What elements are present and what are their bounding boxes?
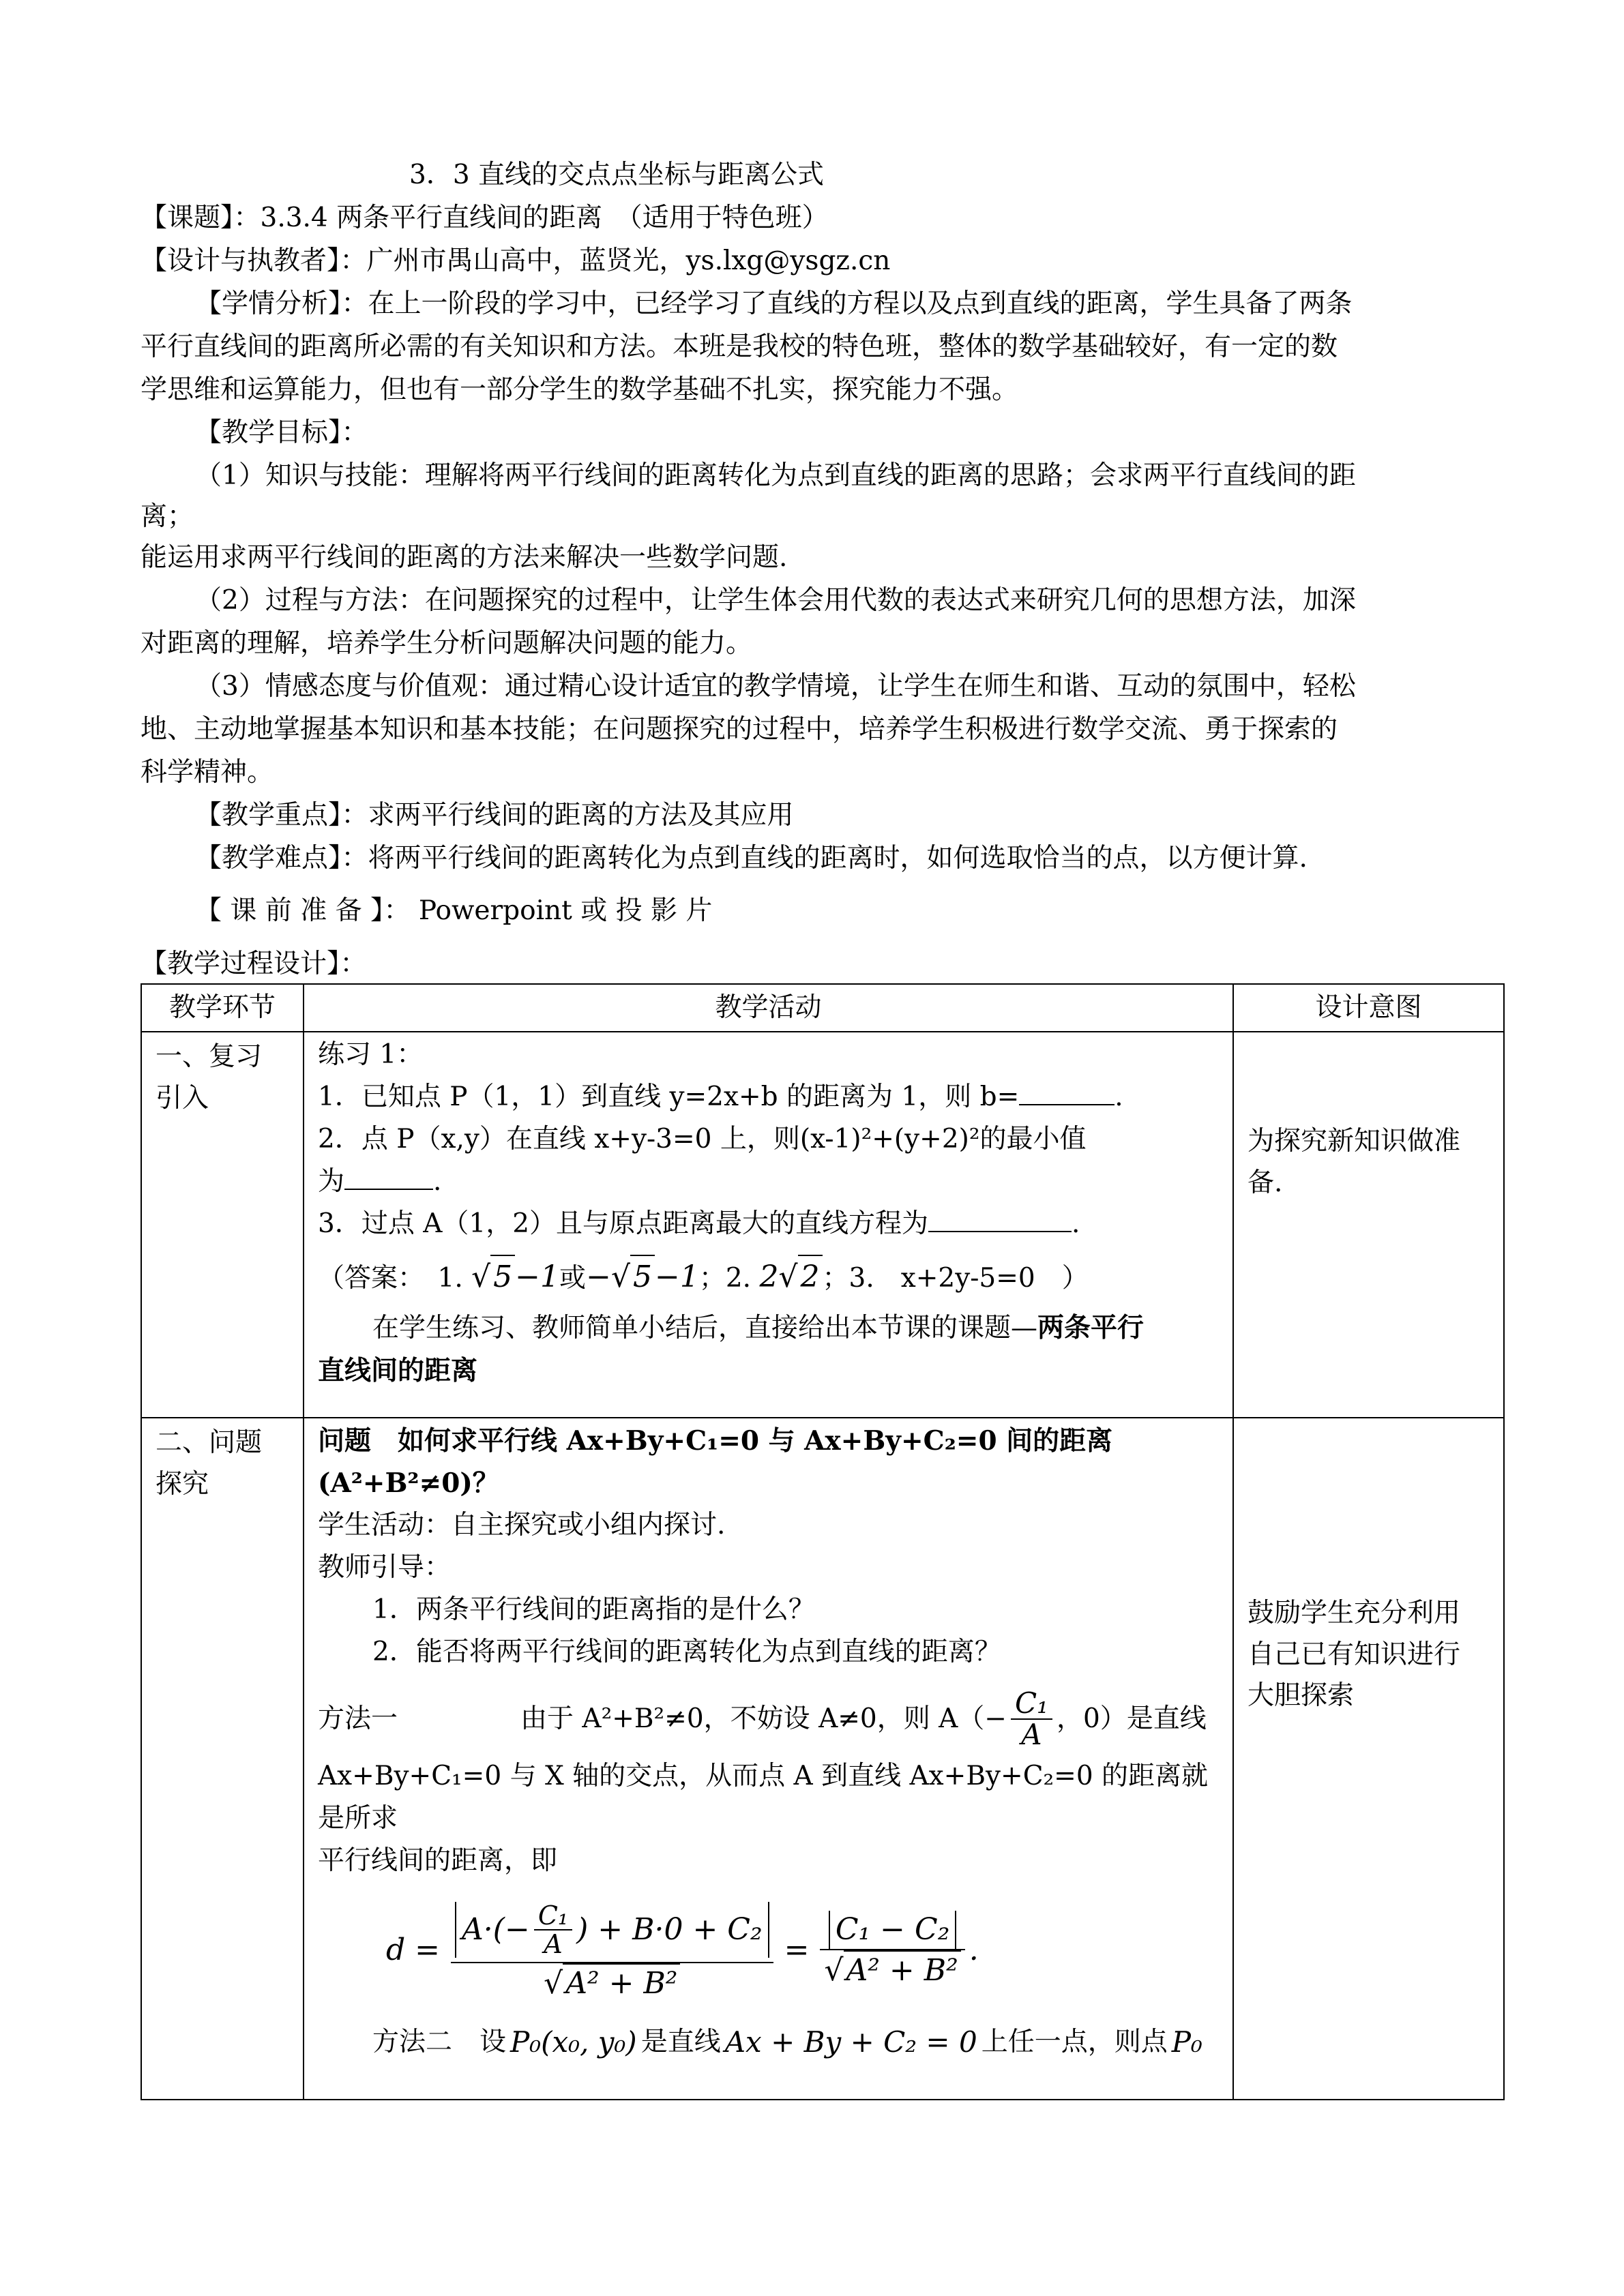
student-activity: 学生活动：自主探究或小组内探讨. bbox=[318, 1510, 726, 1541]
exercise-q2a: 2．点 P（x,y）在直线 x+y-3=0 上，则(x-1)²+(y+2)²的最小值 bbox=[318, 1124, 1087, 1155]
formula-den-2: √A² + B² bbox=[820, 1950, 964, 1990]
answer-1a: √5−1 bbox=[471, 1259, 559, 1294]
frac-num: C₁ bbox=[1011, 1688, 1052, 1720]
goal-line-3: 能运用求两平行线间的距离的方法来解决一些数学问题. bbox=[141, 542, 788, 573]
exercise-q3: 3．过点 A（1，2）且与原点距离最大的直线方程为 . bbox=[318, 1208, 1080, 1240]
course-line bbox=[141, 202, 829, 235]
formula-dot: . bbox=[969, 1933, 979, 1968]
designer-text: ：广州市禺山高中，蓝贤光，ys.lxg@ysgz.cn bbox=[340, 245, 891, 276]
answer-sep-2: ；2. bbox=[698, 1263, 752, 1294]
exercise-q2b: 为 . bbox=[318, 1166, 442, 1197]
key-point: 【教学重点】：求两平行线间的距离的方法及其应用 bbox=[195, 800, 794, 831]
formula-inner-frac bbox=[534, 1902, 572, 1958]
guide-q1: 1．两条平行线间的距离指的是什么？ bbox=[372, 1594, 815, 1626]
analysis-text-1: ：在上一阶段的学习中，已经学习了直线的方程以及点到直线的距离，学生具备了两条 bbox=[341, 288, 1353, 319]
q3-text: 3．过点 A（1，2）且与原点距离最大的直线方程为 bbox=[318, 1208, 929, 1240]
q3-blank bbox=[928, 1230, 1072, 1232]
stage-cell-2 bbox=[141, 1418, 304, 2100]
goal-line-2: 离； bbox=[141, 501, 194, 532]
goal-line-6: （3）情感态度与价值观：通过精心设计适宜的教学情境，让学生在师生和谐、互动的氛围中，轻松 bbox=[195, 671, 1356, 702]
course-label: 【课题】 bbox=[141, 203, 234, 233]
inner-frac-den: A bbox=[544, 1929, 563, 1960]
goal-line-4: （2）过程与方法：在问题探究的过程中，让学生体会用代数的表达式来研究几何的思想方法，加深 bbox=[195, 585, 1356, 616]
formula-den-2-text: A² + B² bbox=[844, 1950, 961, 1990]
stage-2-b: 探究 bbox=[156, 1468, 209, 1500]
method-1-label: 方法一 bbox=[318, 1703, 398, 1735]
minus-1-b: −1 bbox=[654, 1259, 699, 1295]
formula-num-2-text: C₁ − C₂ bbox=[829, 1911, 956, 1949]
formula-num-1a: A·(− bbox=[462, 1912, 530, 1948]
intent-1: 为探究新知识做准备. bbox=[1247, 1126, 1461, 1198]
method-2-label: 方法二 bbox=[372, 2027, 453, 2058]
header-intent: 设计意图 bbox=[1233, 984, 1504, 1032]
stage-2-a: 二、问题 bbox=[156, 1427, 263, 1459]
process-table bbox=[141, 983, 1505, 2100]
question: 问题 如何求平行线 Ax+By+C₁=0 与 Ax+By+C₂=0 间的距离(A²+B²≠0)？ bbox=[318, 1425, 1113, 1500]
method-1-line-2: Ax+By+C₁=0 与 X 轴的交点，从而点 A 到直线 Ax+By+C₂=0 的距离就是所求 bbox=[318, 1761, 1209, 1834]
exercise-title: 练习 1： bbox=[318, 1039, 424, 1071]
minus-1-a: −1 bbox=[515, 1259, 560, 1295]
inner-frac-num: C₁ bbox=[534, 1902, 572, 1930]
q1-blank bbox=[1019, 1103, 1114, 1105]
intent-cell-2 bbox=[1233, 1418, 1504, 2100]
summary-text: 在学生练习、教师简单小结后，直接给出本节课的课题— bbox=[372, 1313, 1038, 1344]
intent-cell-1 bbox=[1233, 1032, 1504, 1418]
preparation: 【 课 前 准 备 】： Powerpoint 或 投 影 片 bbox=[195, 895, 713, 926]
formula-frac-2 bbox=[820, 1911, 964, 1990]
goal-line-8: 科学精神。 bbox=[141, 757, 274, 788]
method-2-line-eq: Ax + By + C₂ = 0 bbox=[724, 2025, 977, 2059]
method-2-text-c: 上任一点，则点 bbox=[981, 2027, 1168, 2058]
formula-frac-1 bbox=[451, 1898, 773, 2003]
sqrt-5-a: 5 bbox=[490, 1255, 515, 1298]
formula-num-1b: ) + B·0 + C₂ bbox=[576, 1912, 763, 1948]
sqrt-2: 2 bbox=[798, 1255, 823, 1298]
stage-1-a: 一、复习 bbox=[156, 1041, 263, 1073]
answer-prefix: （答案： 1. bbox=[318, 1263, 463, 1294]
goals-label: 【教学目标】： bbox=[195, 417, 368, 448]
method-2-point: P₀(x₀, y₀) bbox=[510, 2025, 637, 2059]
teacher-guide: 教师引导： bbox=[318, 1552, 452, 1583]
formula-den-1-text: A² + B² bbox=[563, 1963, 680, 2003]
method-1-line-1 bbox=[318, 1688, 1219, 1750]
designer-label: 【设计与执教者】 bbox=[141, 245, 340, 276]
formula-abs-1 bbox=[455, 1902, 769, 1958]
activity-cell-1 bbox=[304, 1032, 1233, 1418]
q2b-text: 为 bbox=[318, 1166, 345, 1197]
table-row bbox=[141, 1418, 1504, 2100]
q1-text: 1．已知点 P（1，1）到直线 y=2x+b 的距离为 1，则 b= bbox=[318, 1082, 1020, 1113]
method-1-text-a: 由于 A²+B²≠0，不妨设 A≠0，则 A（− bbox=[520, 1703, 1007, 1735]
goal-line-5: 对距离的理解，培养学生分析问题解决问题的能力。 bbox=[141, 628, 753, 659]
method-2-line bbox=[318, 2018, 1219, 2066]
answer-1b: −√5−1 bbox=[586, 1259, 699, 1294]
difficulty: 【教学难点】：将两平行线间的距离转化为点到直线的距离时，如何选取恰当的点，以方便计算. bbox=[195, 843, 1308, 874]
table-header-row bbox=[141, 984, 1504, 1032]
process-label: 【教学过程设计】： bbox=[141, 949, 367, 979]
header-stage: 教学环节 bbox=[141, 984, 304, 1032]
method-1-frac bbox=[1011, 1688, 1052, 1750]
intent-2-c: 大胆探索 bbox=[1247, 1680, 1355, 1712]
intent-2-b: 自己已有知识进行 bbox=[1247, 1639, 1461, 1670]
method-2-text-b: 是直线 bbox=[640, 2027, 721, 2058]
activity-cell-2 bbox=[304, 1418, 1233, 2100]
summary-bold-a: 两条平行 bbox=[1037, 1312, 1145, 1344]
distance-formula bbox=[318, 1882, 1219, 2018]
analysis-line-3: 学思维和运算能力，但也有一部分学生的数学基础不扎实，探究能力不强。 bbox=[141, 374, 1019, 405]
frac-den: A bbox=[1021, 1718, 1042, 1752]
formula-d: d = bbox=[386, 1933, 441, 1968]
page-title: 3．3 直线的交点点坐标与距离公式 bbox=[409, 160, 825, 190]
answer-line bbox=[318, 1255, 1219, 1300]
guide-q2: 2．能否将两平行线间的距离转化为点到直线的距离？ bbox=[372, 1637, 1001, 1668]
goal-line-7: 地、主动地掌握基本知识和基本技能；在问题探究的过程中，培养学生积极进行数学交流、勇于探索的 bbox=[141, 714, 1338, 745]
formula-den-1: √A² + B² bbox=[451, 1963, 773, 2003]
q2-blank bbox=[344, 1188, 433, 1190]
designer-line bbox=[141, 245, 890, 278]
method-2-p0: P₀ bbox=[1171, 2025, 1202, 2059]
answer-2: 2√2 bbox=[759, 1259, 822, 1294]
neg-sign: − bbox=[586, 1259, 611, 1295]
stage-cell-1 bbox=[141, 1032, 304, 1418]
formula-num-1 bbox=[451, 1898, 773, 1963]
course-text: ：3.3.4 两条平行直线间的距离 （适用于特色班） bbox=[233, 203, 829, 233]
analysis-line-1 bbox=[195, 288, 1353, 321]
header-activity: 教学活动 bbox=[304, 984, 1233, 1032]
analysis-label: 【学情分析】 bbox=[195, 288, 342, 319]
answer-sep-3: ；3. x+2y-5=0 ） bbox=[822, 1263, 1089, 1294]
summary-bold-b: 直线间的距离 bbox=[318, 1355, 478, 1387]
formula-num-2 bbox=[820, 1911, 964, 1950]
goal-line-1: （1）知识与技能：理解将两平行线间的距离转化为点到直线的距离的思路；会求两平行直线间的距 bbox=[195, 460, 1356, 491]
stage-1-b: 引入 bbox=[156, 1082, 209, 1114]
answer-2-coef: 2 bbox=[759, 1259, 779, 1295]
answer-or: 或 bbox=[559, 1263, 587, 1294]
exercise-q1: 1．已知点 P（1，1）到直线 y=2x+b 的距离为 1，则 b= . bbox=[318, 1082, 1123, 1113]
intent-2-a: 鼓励学生充分利用 bbox=[1247, 1598, 1461, 1629]
table-row bbox=[141, 1032, 1504, 1418]
sqrt-5-b: 5 bbox=[630, 1255, 655, 1298]
formula-eq: = bbox=[784, 1933, 810, 1968]
method-2-text-a: 设 bbox=[479, 2027, 507, 2058]
analysis-line-2: 平行直线间的距离所必需的有关知识和方法。本班是我校的特色班，整体的数学基础较好，有一定的数 bbox=[141, 331, 1338, 362]
summary-line-1 bbox=[318, 1307, 1219, 1350]
method-1-line-3: 平行线间的距离，即 bbox=[318, 1845, 558, 1877]
method-1-text-b: ，0）是直线 bbox=[1056, 1703, 1207, 1735]
